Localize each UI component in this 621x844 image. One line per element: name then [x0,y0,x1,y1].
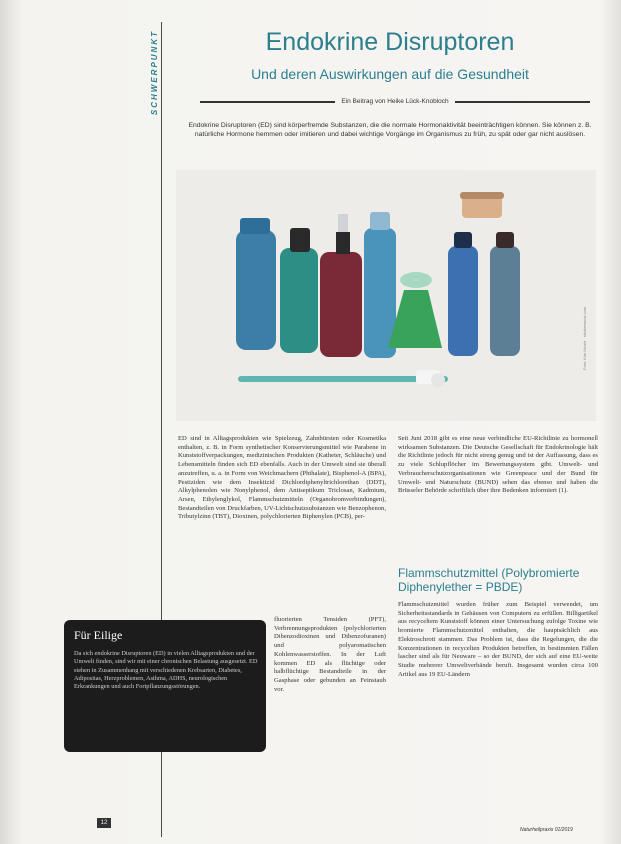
summary-box [64,620,266,752]
bottles-illustration [176,170,596,421]
byline-rule-left [200,101,335,103]
body-column-right-continued [398,601,598,679]
article-title: Endokrine Disruptoren [265,28,515,56]
body-column-right [398,435,598,496]
page-number: 12 [97,818,111,828]
photo-credit: Foto: Kim Nicole · shutterstock.com [582,306,587,370]
byline-rule-right [455,101,590,103]
cosmetic-bottles-photo [176,170,596,421]
summary-box-text: Da sich endokrine Disruptoren (ED) in vielen Alltagsprodukten und der Umwelt finden, sind wir mit einer chronischen Belastung ausgesetzt. ED stehen in Zusammenhang mit verschiedenen Krebsarten, Diabetes, Adipositas, Herzproblemen, Asthma, ADHS, neurologischen Erkrankungen und auch Fortpflanzungsstörungen. [74,650,258,691]
body-column-left [178,435,386,522]
section-heading: Flammschutzmittel (Polybromierte Diphenylether = PBDE) [398,566,580,594]
section-label: SCHWERPUNKT [150,30,159,116]
body-column-left-continued [274,616,386,694]
byline-row [200,98,590,105]
byline: Ein Beitrag von Heike Lück-Knobloch [341,98,449,105]
article-subtitle: Und deren Auswirkungen auf die Gesundheit [251,66,529,82]
intro-paragraph: Endokrine Disruptoren (ED) sind körperfremde Substanzen, die die normale Hormonaktivität beeinträchtigen können. Sie können z. B. natürliche Hormone hemmen oder imitieren und dabei wichtige Vorgänge im Organismus zu früh, zu spät oder gar nicht auslösen. [188,122,592,139]
footer-issue: Naturheilpraxis 01/2019 [520,827,573,833]
summary-box-title: Für Eilige [74,628,123,642]
body-paragraph: fluorierten Tensiden (PFT), Verbrennungsprodukten (polychlorierten Dibenzodioxinen und Dibenzofuranen) und polyaromatischen Kohlenwasserstoffen. In der Luft kommen ED als flüchtige oder halbflüchtige Bestandteile in der Gasphase oder gebunden an Feinstaub vor. [274,616,386,693]
body-paragraph: Seit Juni 2018 gibt es eine neue verbindliche EU-Richtlinie zu hormonell wirksamen Substanzen. Die Deutsche Gesellschaft für Endokrinologie hält die Richtlinie jedoch für nicht streng genug und ist der Auffassung, dass es zu viele Schlupflöcher im Bewertungssystem gibt. Umwelt- und Verbraucherschutzorganisationen wie Greenpeace und der Bund für Umwelt- und Naturschutz (BUND) sehen das ebenso und haben die Brüsseler Behörde schriftlich über ihre Bedenken informiert (1). [398,435,598,495]
body-paragraph: Flammschutzmittel wurden früher zum Beispiel verwendet, um Sicherheitsstandards in Gehäusen von Computern zu erfüllen. Billigartikel aus recyceltem Kunststoff können einer Untersuchung zufolge Toxine wie bromierte Flammschutzmittel enthalten, die hauptsächlich aus Elektroschrott stammen. Das Problem ist, dass die Regelungen, die die Konzentrationen in recycelten Produkten betreffen, in bestimmten Fällen lascher sind als für Neuware – so der BUND, der sich auf eine EU-weite Studie mehrerer Umweltverbände beruft. Insgesamt wurden circa 100 Artikel aus 19 EU-Ländern [398,601,598,678]
body-paragraph: ED sind in Alltagsprodukten wie Spielzeug, Zahnbürsten oder Kosmetika enthalten, z. B. in Form synthetischer Konservierungsmittel wie Parabene in Kunststoffverpackungen, medizinischen Produkten (Katheter, Schläuche) und Lebensmitteln finden sich ED ebenfalls. Auch in der Umwelt sind sie überall anzutreffen, u. a. in Form von Weichmachern (Phthalate), Bisphenol-A (BPA), Pestiziden wie dem Insektizid Dichlordiphenyltrichlorethan (DDT), Alkylphenolen wie Nonylphenol, dem Antiseptikum Triclosan, Kadmium, Arsen, Ethylenglykol, Flammschutzmitteln (Organobromverbindungen), Bestandteilen von Druckfarben, UV-Lichtschutzsubstanzen wie Benzophenon, Tributylzinn (TBT), Dioxinen, polychlorierten Biphenylen (PCB), per- [178,435,386,521]
